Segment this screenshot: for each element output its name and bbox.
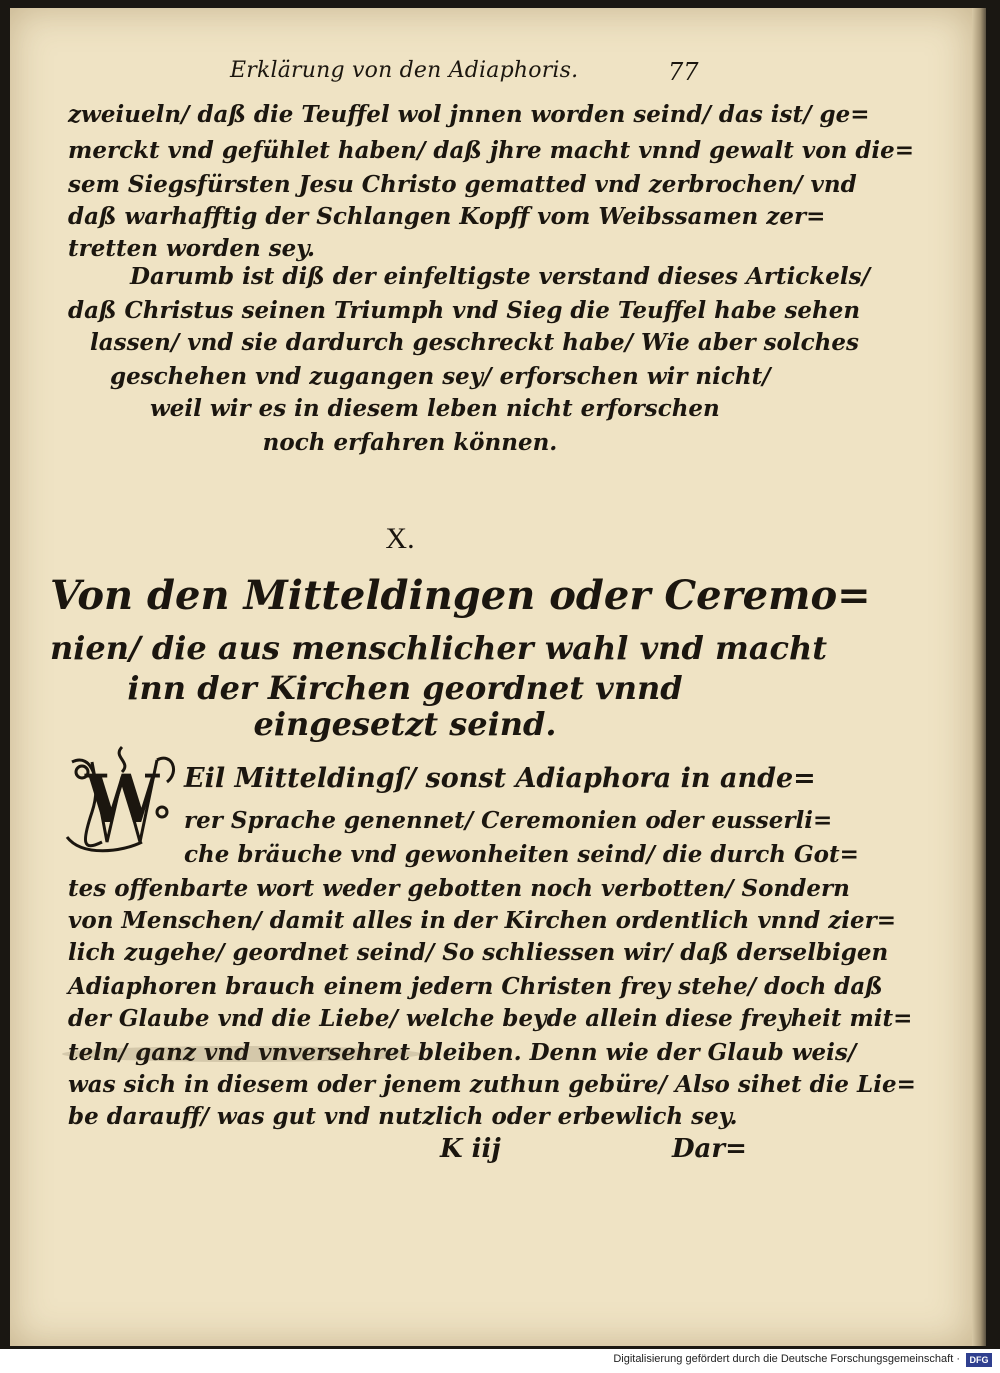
catchword: Dar= xyxy=(672,1134,747,1164)
section-heading: eingesetzt seind. xyxy=(253,705,557,743)
signature-mark: K iij xyxy=(440,1134,501,1164)
text-line: sem Siegsfürsten Jesu Christo gematted vnd zerbrochen/ vnd xyxy=(68,171,857,198)
text-line: teln/ ganz vnd vnversehret bleiben. Denn wie der Glaub weis/ xyxy=(68,1039,857,1066)
text-line: tretten worden sey. xyxy=(68,235,316,262)
text-line: rer Sprache genennet/ Ceremonien oder eusserli= xyxy=(184,807,833,834)
text-line: weil wir es in diesem leben nicht erforschen xyxy=(150,395,720,422)
section-heading: nien/ die aus menschlicher wahl vnd macht xyxy=(50,629,828,667)
funding-credit: Digitalisierung gefördert durch die Deutsche Forschungsgemeinschaft · xyxy=(613,1353,960,1365)
text-line: von Menschen/ damit alles in der Kirchen ordentlich vnnd zier= xyxy=(68,907,897,934)
text-line: daß Christus seinen Triumph vnd Sieg die Teuffel habe sehen xyxy=(68,297,861,324)
text-line: was sich in diesem oder jenem zuthun gebüre/ Also sihet die Lie= xyxy=(68,1071,916,1098)
text-line: der Glaube vnd die Liebe/ welche beyde allein diese freyheit mit= xyxy=(68,1005,913,1032)
ink-smear xyxy=(62,1046,422,1062)
text-line: lassen/ vnd sie dardurch geschreckt habe/ Wie aber solches xyxy=(90,329,859,356)
text-line: noch erfahren können. xyxy=(262,429,558,456)
page-edge xyxy=(972,8,986,1346)
text-line: lich zugehe/ geordnet seind/ So schliessen wir/ daß derselbigen xyxy=(68,939,889,966)
text-line: Adiaphoren brauch einem jedern Christen frey stehe/ doch daß xyxy=(68,973,883,1000)
text-line: Eil Mitteldingſ/ sonst Adiaphora in ande= xyxy=(184,763,816,794)
text-line: merckt vnd gefühlet haben/ daß jhre macht vnnd gewalt von die= xyxy=(68,137,915,164)
folio-number: 77 xyxy=(668,58,699,86)
decorated-initial xyxy=(62,742,182,862)
text-line: tes offenbarte wort weder gebotten noch verbotten/ Sondern xyxy=(68,875,850,902)
text-line: zweiueln/ daß die Teuffel wol jnnen worden seind/ das ist/ ge= xyxy=(68,101,870,128)
text-line: che bräuche vnd gewonheiten seind/ die durch Got= xyxy=(184,841,859,868)
text-line: daß warhafftig der Schlangen Kopff vom Weibssamen zer= xyxy=(68,203,826,230)
initial-letter: W xyxy=(84,760,160,838)
section-heading: Von den Mitteldingen oder Ceremo= xyxy=(50,572,871,619)
text-line: geschehen vnd zugangen sey/ erforschen wir nicht/ xyxy=(110,363,771,390)
section-heading: inn der Kirchen geordnet vnnd xyxy=(127,669,683,707)
running-head: Erklärung von den Adiaphoris. xyxy=(230,58,579,83)
text-line: Darumb ist diß der einfeltigste verstand dieses Artickels/ xyxy=(130,263,870,290)
footer-bar xyxy=(0,1349,1000,1373)
section-number: X. xyxy=(385,522,415,555)
text-line: be darauff/ was gut vnd nutzlich oder erbewlich sey. xyxy=(68,1103,738,1130)
dfg-logo: DFG xyxy=(966,1353,992,1367)
